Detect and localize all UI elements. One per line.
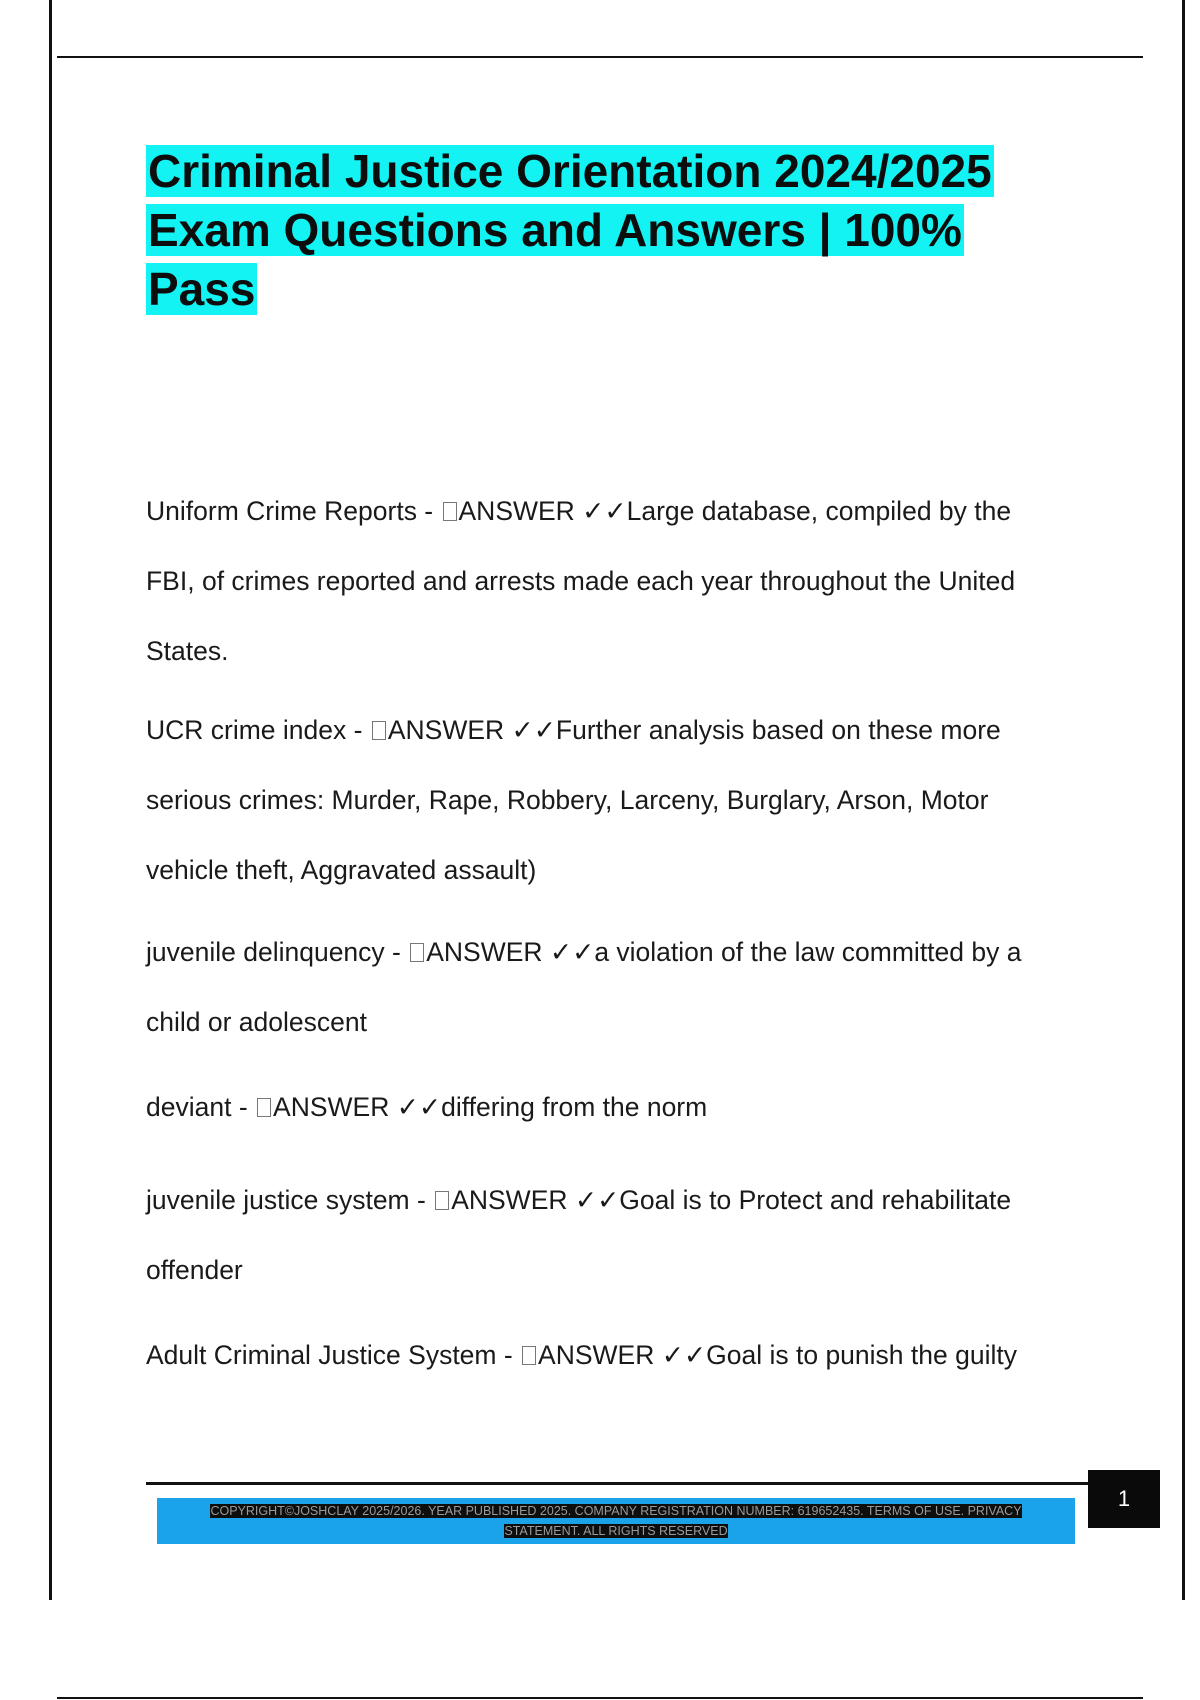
next-page-rule xyxy=(57,1697,1143,1699)
qa-item-uniform-crime-reports xyxy=(146,476,1086,686)
answer-marker: ANSWER ✓✓ xyxy=(451,1185,620,1215)
document-title xyxy=(146,142,1086,319)
qa-answer-line: vehicle theft, Aggravated assault) xyxy=(146,855,537,885)
qa-answer-line: offender xyxy=(146,1255,243,1285)
copyright-line-1: COPYRIGHT©JOSHCLAY 2025/2026. YEAR PUBLISHED 2025. COMPANY REGISTRATION NUMBER: 619652435. TERMS OF USE. PRIVACY xyxy=(210,1504,1022,1518)
missing-glyph-box-icon xyxy=(372,721,386,740)
qa-term: deviant - xyxy=(146,1092,256,1122)
copyright-band xyxy=(157,1498,1075,1544)
qa-answer-line: child or adolescent xyxy=(146,1007,367,1037)
qa-item-adult-criminal-justice-system xyxy=(146,1320,1086,1390)
qa-item-ucr-crime-index xyxy=(146,695,1086,905)
missing-glyph-box-icon xyxy=(410,943,424,962)
qa-answer-line: Further analysis based on these more xyxy=(555,715,1001,745)
missing-glyph-box-icon xyxy=(443,502,457,521)
qa-term: juvenile delinquency - xyxy=(146,937,409,967)
missing-glyph-box-icon xyxy=(522,1346,536,1365)
qa-term: juvenile justice system - xyxy=(146,1185,434,1215)
qa-answer-line: Goal is to punish the guilty xyxy=(706,1340,1017,1370)
answer-marker: ANSWER ✓✓ xyxy=(273,1092,442,1122)
title-line-3: Pass xyxy=(148,263,256,315)
qa-answer-line: a violation of the law committed by a xyxy=(594,937,1022,967)
page-number: 1 xyxy=(1088,1470,1160,1528)
qa-item-deviant xyxy=(146,1072,1086,1142)
copyright-line-2: STATEMENT. ALL RIGHTS RESERVED xyxy=(504,1524,728,1538)
qa-answer-line: Large database, compiled by the xyxy=(626,496,1012,526)
qa-answer-line: FBI, of crimes reported and arrests made each year throughout the United xyxy=(146,566,1016,596)
qa-term: UCR crime index - xyxy=(146,715,370,745)
footer-rule xyxy=(146,1482,1092,1485)
missing-glyph-box-icon xyxy=(257,1098,271,1117)
answer-marker: ANSWER ✓✓ xyxy=(426,937,595,967)
qa-answer-line: Goal is to Protect and rehabilitate xyxy=(619,1185,1012,1215)
qa-answer-line: differing from the norm xyxy=(441,1092,708,1122)
qa-answer-line: serious crimes: Murder, Rape, Robbery, Larceny, Burglary, Arson, Motor xyxy=(146,785,989,815)
qa-answer-line: States. xyxy=(146,636,229,666)
qa-item-juvenile-delinquency xyxy=(146,917,1086,1057)
title-line-2: Exam Questions and Answers | 100% xyxy=(148,204,962,256)
title-line-1: Criminal Justice Orientation 2024/2025 xyxy=(148,145,992,197)
answer-marker: ANSWER ✓✓ xyxy=(387,715,556,745)
qa-term: Uniform Crime Reports - xyxy=(146,496,441,526)
header-rule xyxy=(57,56,1143,58)
qa-term: Adult Criminal Justice System - xyxy=(146,1340,521,1370)
answer-marker: ANSWER ✓✓ xyxy=(458,496,627,526)
missing-glyph-box-icon xyxy=(435,1191,449,1210)
qa-item-juvenile-justice-system xyxy=(146,1165,1086,1305)
answer-marker: ANSWER ✓✓ xyxy=(538,1340,707,1370)
